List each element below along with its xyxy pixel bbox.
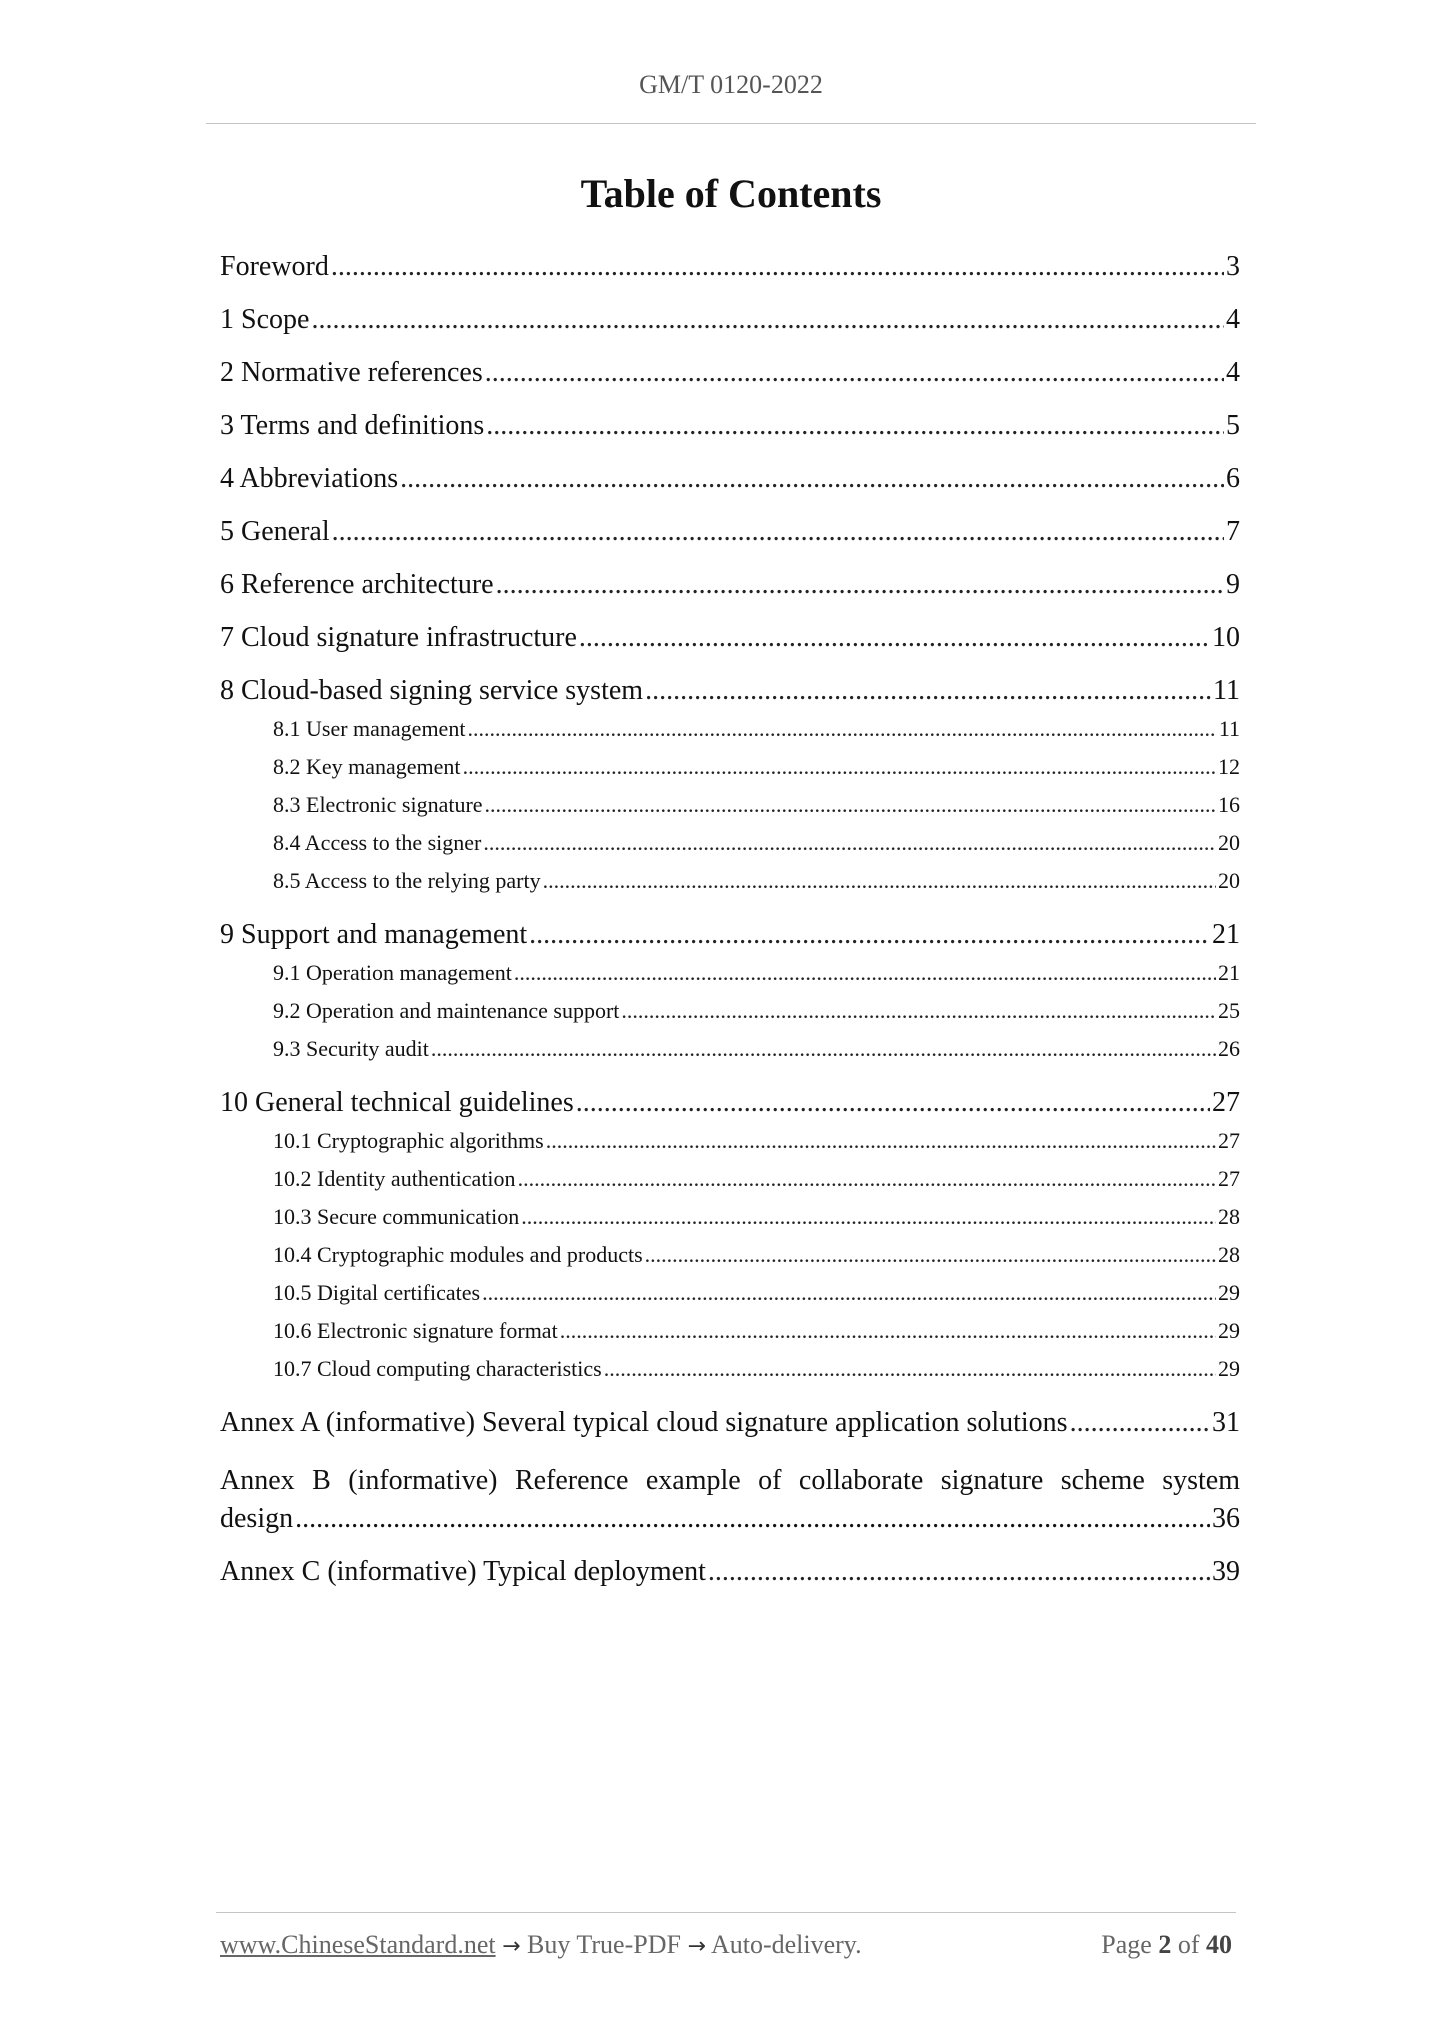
toc-entry-cloud-signature-infrastructure[interactable]	[220, 618, 1240, 671]
toc-entry-annex-b-line1	[220, 1462, 1240, 1500]
dot-leader	[576, 1083, 1210, 1123]
toc-entry-label: design	[220, 1503, 294, 1534]
toc-page-number: 6	[1226, 463, 1240, 494]
toc-word: of	[758, 1465, 782, 1496]
buy-text: Buy True-PDF	[527, 1930, 681, 1959]
of-word: of	[1177, 1930, 1200, 1959]
page-title: Table of Contents	[580, 171, 882, 216]
toc-page-number: 20	[1218, 868, 1240, 893]
toc-entry-label: Annex C (informative) Typical deployment	[220, 1556, 706, 1587]
toc-entry-annex-c[interactable]	[220, 1552, 1240, 1605]
dot-leader	[485, 787, 1216, 823]
dot-leader	[486, 406, 1224, 446]
toc-page-number: 31	[1212, 1407, 1240, 1438]
table-of-contents	[220, 247, 1240, 1605]
toc-page-number: 27	[1218, 1166, 1240, 1191]
toc-page-number: 10	[1212, 622, 1240, 653]
dot-leader	[463, 749, 1216, 785]
toc-word: signature	[940, 1465, 1044, 1496]
dot-leader	[332, 512, 1224, 552]
toc-entry-label: 1 Scope	[220, 304, 310, 335]
dot-leader	[295, 1500, 1210, 1538]
toc-subentry-9-1[interactable]	[220, 955, 1240, 993]
dot-leader	[621, 993, 1216, 1029]
toc-word: scheme	[1060, 1465, 1145, 1496]
dot-leader	[331, 247, 1224, 287]
dot-leader	[311, 300, 1224, 340]
toc-subentry-9-3[interactable]	[220, 1031, 1240, 1083]
document-code-header: GM/T 0120-2022	[639, 70, 823, 99]
toc-page-number: 4	[1226, 357, 1240, 388]
toc-entry-label: Annex A (informative) Several typical cloud signature application solutions	[220, 1407, 1068, 1438]
toc-page-number: 21	[1218, 960, 1240, 985]
dot-leader	[543, 863, 1216, 899]
toc-entry-label: Foreword	[220, 251, 329, 282]
toc-entry-label: 8.5 Access to the relying party	[273, 868, 541, 893]
dot-leader	[1070, 1403, 1210, 1443]
toc-entry-label: 9.3 Security audit	[273, 1036, 429, 1061]
current-page-number: 2	[1158, 1930, 1172, 1959]
total-page-count: 40	[1206, 1930, 1232, 1959]
toc-page-number: 16	[1218, 792, 1240, 817]
toc-entry-general[interactable]	[220, 512, 1240, 565]
toc-entry-label: 10.1 Cryptographic algorithms	[273, 1128, 544, 1153]
toc-entry-foreword[interactable]	[220, 247, 1240, 300]
toc-entry-label: 7 Cloud signature infrastructure	[220, 622, 577, 653]
toc-subentry-8-4[interactable]	[220, 825, 1240, 863]
toc-entry-label: 8.3 Electronic signature	[273, 792, 483, 817]
toc-page-number: 7	[1226, 516, 1240, 547]
toc-entry-terms-definitions[interactable]	[220, 406, 1240, 459]
arrow-right-icon: →	[502, 1934, 521, 1959]
toc-subentry-8-1[interactable]	[220, 711, 1240, 749]
toc-entry-technical-guidelines[interactable]	[220, 1083, 1240, 1123]
toc-subentry-9-2[interactable]	[220, 993, 1240, 1031]
toc-entry-label: 4 Abbreviations	[220, 463, 399, 494]
dot-leader	[496, 565, 1224, 605]
toc-page-number: 11	[1218, 716, 1240, 741]
dot-leader	[518, 1161, 1216, 1197]
toc-entry-label: 9.1 Operation management	[273, 960, 512, 985]
toc-entry-label: 10.7 Cloud computing characteristics	[273, 1356, 602, 1381]
toc-entry-support-management[interactable]	[220, 915, 1240, 955]
toc-page-number: 28	[1218, 1204, 1240, 1229]
dot-leader	[645, 1237, 1216, 1273]
page-indicator	[1101, 1930, 1232, 1960]
toc-subentry-10-2[interactable]	[220, 1161, 1240, 1199]
dot-leader	[708, 1552, 1210, 1592]
toc-page-number: 4	[1226, 304, 1240, 335]
toc-entry-label: 8.1 User management	[273, 716, 466, 741]
toc-entry-abbreviations[interactable]	[220, 459, 1240, 512]
toc-page-number: 27	[1212, 1087, 1240, 1118]
toc-page-number: 12	[1218, 754, 1240, 779]
toc-entry-label: 9 Support and management	[220, 919, 528, 950]
toc-entry-label: 9.2 Operation and maintenance support	[273, 998, 620, 1023]
dot-leader	[431, 1031, 1216, 1067]
toc-entry-label: 5 General	[220, 516, 330, 547]
toc-subentry-10-7[interactable]	[220, 1351, 1240, 1403]
toc-page-number: 25	[1218, 998, 1240, 1023]
toc-entry-reference-architecture[interactable]	[220, 565, 1240, 618]
toc-entry-signing-service-system[interactable]	[220, 671, 1240, 711]
toc-page-number: 9	[1226, 569, 1240, 600]
toc-entry-label: 10.5 Digital certificates	[273, 1280, 481, 1305]
toc-subentry-10-3[interactable]	[220, 1199, 1240, 1237]
toc-entry-label: 8 Cloud-based signing service system	[220, 675, 644, 706]
toc-word: B	[312, 1465, 331, 1496]
toc-page-number: 28	[1218, 1242, 1240, 1267]
toc-entry-label: 6 Reference architecture	[220, 569, 494, 600]
toc-entry-label: 10.2 Identity authentication	[273, 1166, 516, 1191]
toc-page-number: 29	[1218, 1318, 1240, 1343]
toc-page-number: 29	[1218, 1356, 1240, 1381]
toc-entry-normative-references[interactable]	[220, 353, 1240, 406]
toc-word: system	[1162, 1465, 1240, 1496]
toc-page-number: 29	[1218, 1280, 1240, 1305]
toc-entry-annex-a[interactable]	[220, 1403, 1240, 1456]
toc-entry-label: 10.6 Electronic signature format	[273, 1318, 558, 1343]
toc-subentry-8-2[interactable]	[220, 749, 1240, 787]
dot-leader	[514, 955, 1216, 991]
toc-subentry-8-5[interactable]	[220, 863, 1240, 915]
toc-entry-label: 8.2 Key management	[273, 754, 461, 779]
toc-subentry-10-6[interactable]	[220, 1313, 1240, 1351]
toc-page-number: 26	[1218, 1036, 1240, 1061]
dot-leader	[579, 618, 1210, 658]
site-link[interactable]: www.ChineseStandard.net	[220, 1930, 496, 1959]
toc-subentry-8-3[interactable]	[220, 787, 1240, 825]
toc-word: Annex	[220, 1465, 295, 1496]
footer-promo	[220, 1930, 862, 1960]
dot-leader	[482, 1275, 1216, 1311]
toc-word: Reference	[514, 1465, 629, 1496]
toc-entry-label: 8.4 Access to the signer	[273, 830, 482, 855]
toc-entry-label: 10.3 Secure communication	[273, 1204, 520, 1229]
arrow-right-icon: →	[687, 1934, 706, 1959]
toc-page-number: 3	[1226, 251, 1240, 282]
toc-word: collaborate	[798, 1465, 924, 1496]
page-word: Page	[1101, 1930, 1152, 1959]
dot-leader	[529, 915, 1210, 955]
toc-entry-scope[interactable]	[220, 300, 1240, 353]
toc-subentry-10-4[interactable]	[220, 1237, 1240, 1275]
toc-entry-annex-b-line2	[220, 1500, 1240, 1538]
toc-page-number: 27	[1218, 1128, 1240, 1153]
toc-page-number: 21	[1212, 919, 1240, 950]
toc-entry-label: 3 Terms and definitions	[220, 410, 485, 441]
toc-page-number: 11	[1213, 675, 1240, 706]
toc-entry-label: 10 General technical guidelines	[220, 1087, 574, 1118]
toc-entry-label: 10.4 Cryptographic modules and products	[273, 1242, 643, 1267]
dot-leader	[560, 1313, 1216, 1349]
toc-subentry-10-1[interactable]	[220, 1123, 1240, 1161]
header-divider	[206, 123, 1256, 124]
delivery-text: Auto-delivery.	[710, 1930, 862, 1959]
toc-entry-label: 2 Normative references	[220, 357, 483, 388]
dot-leader	[645, 671, 1211, 711]
toc-page-number: 20	[1218, 830, 1240, 855]
dot-leader	[604, 1351, 1216, 1387]
dot-leader	[485, 353, 1224, 393]
toc-word: example	[645, 1465, 741, 1496]
toc-page-number: 5	[1226, 410, 1240, 441]
dot-leader	[546, 1123, 1216, 1159]
toc-entry-annex-b[interactable]	[220, 1462, 1240, 1538]
page-footer	[220, 1930, 1232, 1960]
toc-page-number: 36	[1212, 1503, 1240, 1534]
dot-leader	[483, 825, 1216, 861]
toc-word: (informative)	[348, 1465, 498, 1496]
toc-page-number: 39	[1212, 1556, 1240, 1587]
dot-leader	[521, 1199, 1216, 1235]
footer-divider	[216, 1912, 1236, 1913]
dot-leader	[467, 711, 1216, 747]
toc-subentry-10-5[interactable]	[220, 1275, 1240, 1313]
dot-leader	[400, 459, 1224, 499]
